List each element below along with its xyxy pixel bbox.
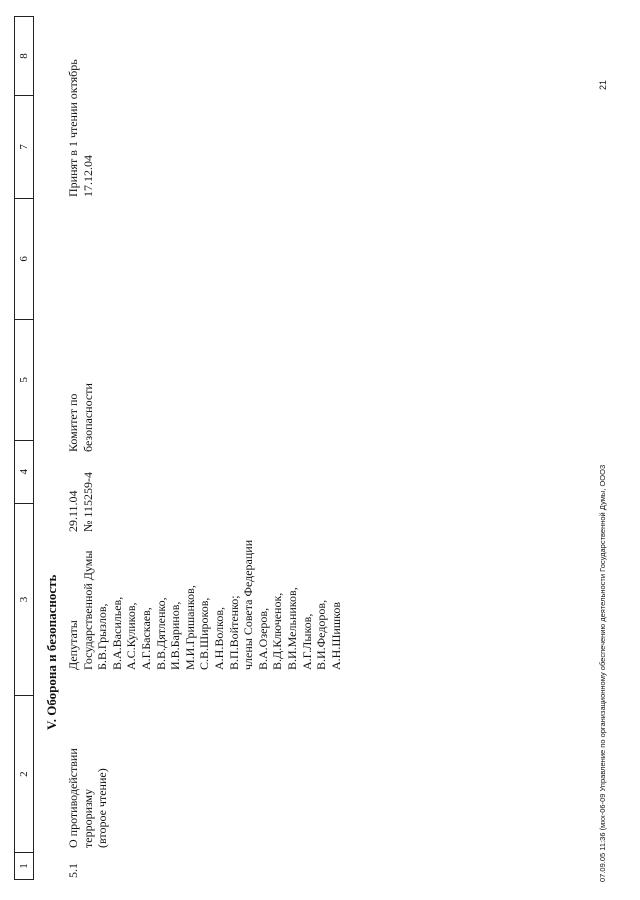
col-header-7: 7 [15,95,33,198]
col-header-2: 2 [15,695,33,852]
bill-title-line: О противодействии [66,748,80,848]
status-line: 17.12.04 [80,155,95,197]
initiator-line: С.В.Широков, [197,597,212,670]
initiator-line: А.С.Куликов, [124,602,139,670]
bill-status [66,59,95,197]
col-header-3: 3 [15,503,33,696]
initiator-line: В.Д.Ключенок, [270,592,285,670]
initiator-line: В.А.Озеров, [255,607,270,670]
col-header-1: 1 [15,852,33,879]
committee-line: безопасности [80,383,95,452]
initiator-line: М.И.Гришанков, [182,585,197,670]
col-header-8: 8 [18,53,30,59]
bill-number: № 115259-4 [80,472,95,532]
page-number: 21 [598,79,608,90]
initiator-line: И.В.Баринов, [168,601,183,670]
initiator-line: В.И.Федоров, [314,599,329,670]
initiator-line: В.И.Мельников, [284,587,299,670]
responsible-committee [66,383,95,452]
submission-date: 29.11.04 [66,490,80,532]
initiator-line: Депутаты [66,620,80,670]
col-header-5: 5 [15,319,33,440]
row-number: 5.1 [66,863,80,878]
bill-title-line: терроризму [80,788,95,848]
initiator-line: А.Г.Лыков, [299,613,314,670]
initiator-line: В.В.Дятленко, [153,597,168,670]
committee-line: Комитет по [66,393,80,452]
initiator-line: члены Совета Федерации [241,539,256,670]
bill-title-line: (второе чтение) [95,768,110,848]
column-number-header [14,16,34,880]
initiator-line: В.П.Войтенко; [226,595,241,670]
initiator-line: Государственной Думы [80,550,95,670]
initiator-line: Б.В.Грызлов, [95,603,110,670]
initiators-list [66,540,343,670]
col-header-6: 6 [15,198,33,319]
initiator-line: А.Н.Шишков [328,602,343,670]
section-title: V. Оборона и безопасность [44,574,59,730]
initiator-line: А.Н.Волков, [211,606,226,670]
initiator-line: А.Г.Баскаев, [138,607,153,670]
bill-title [66,748,110,848]
initiator-line: В.А.Васильев, [109,596,124,670]
page-footer: 07.09.05 11:36 (мхх-06-09 Управление по организационному обеспечению деятельности Государственной Думы, ООО3 [598,464,607,882]
col-header-4: 4 [15,440,33,503]
status-line: Принят в 1 чтении октябрь [66,59,80,197]
